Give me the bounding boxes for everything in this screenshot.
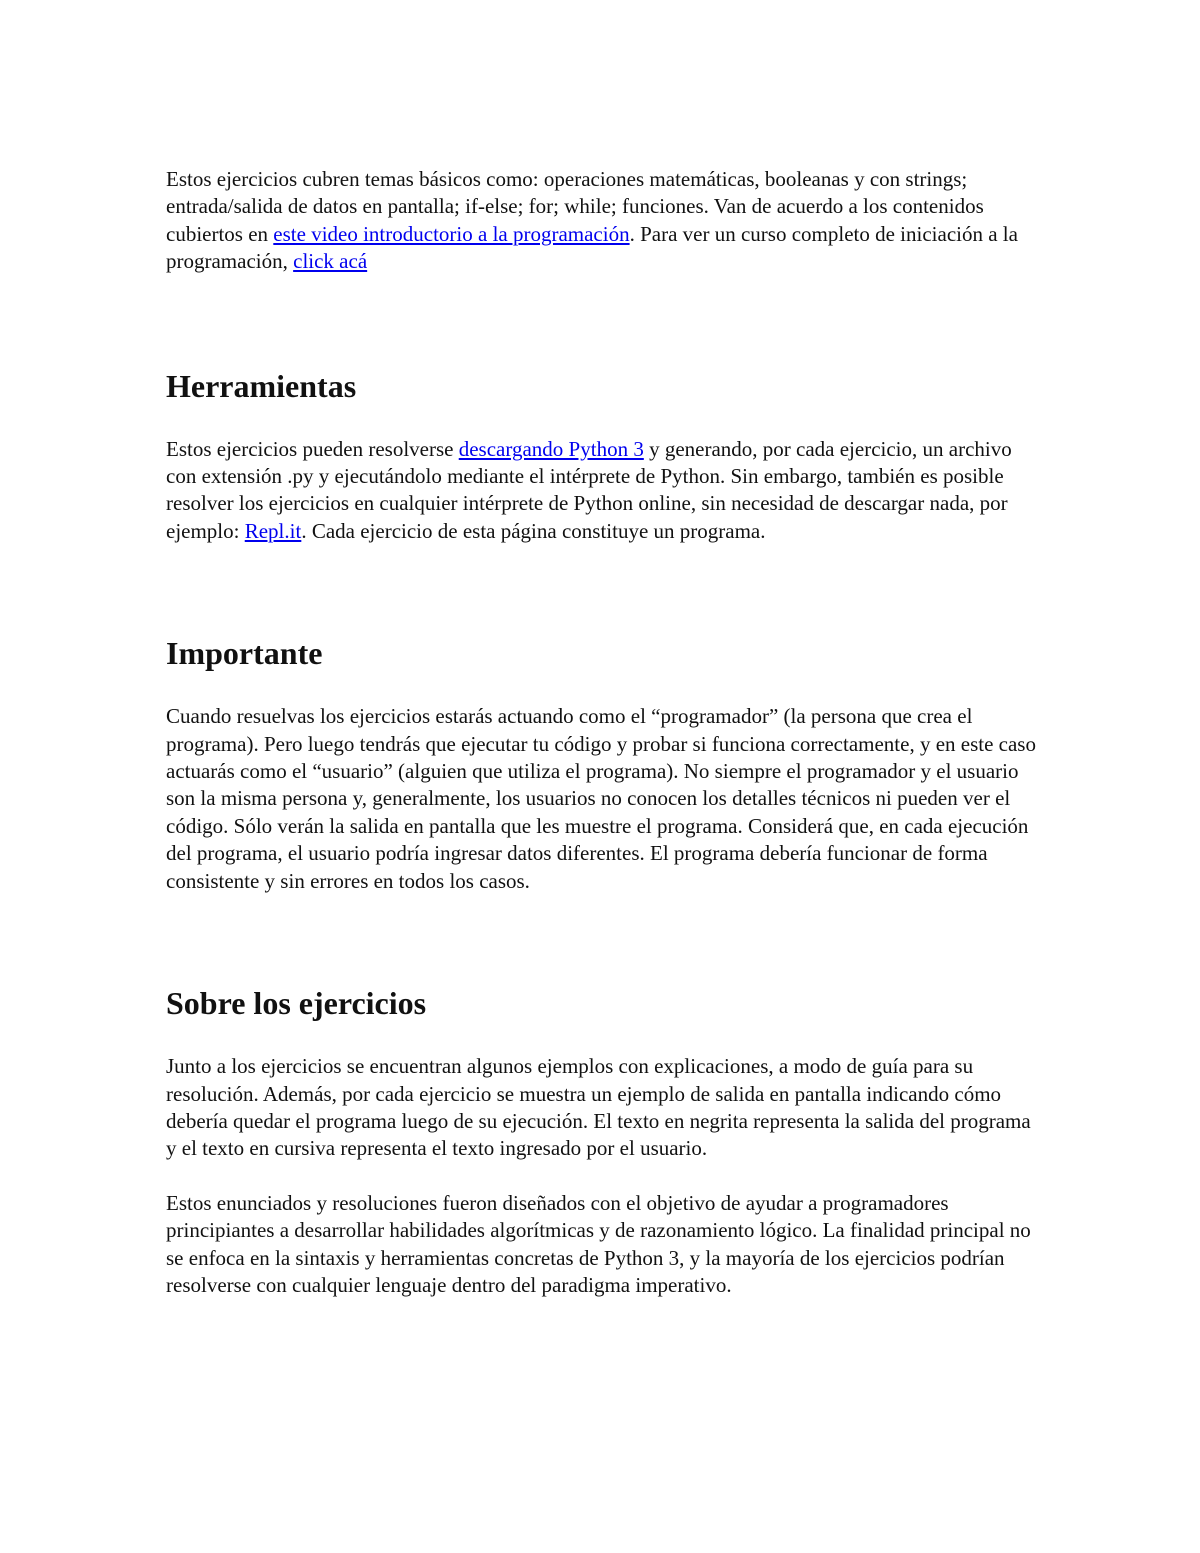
herramientas-text-1: Estos ejercicios pueden resolverse [166, 436, 459, 461]
herramientas-paragraph [166, 436, 1046, 546]
intro-text-1: Estos ejercicios cubren temas básicos como: operaciones matemáticas, booleanas y con strings; entrada/salida de datos en pantalla; if-else; for; while; funciones. Van de acuerdo a los contenidos cubiertos en [166, 167, 984, 246]
replit-link[interactable]: Repl.it [244, 518, 302, 543]
sobre-paragraph-2: Estos enunciados y resoluciones fueron diseñados con el objetivo de ayudar a programadores principiantes a desarrollar habilidades algorítmicas y de razonamiento lógico. La finalidad principal no se enfoca en la sintaxis y herramientas concretas de Python 3, y la mayoría de los ejercicios podrían resolverse con cualquier lenguaje dentro del paradigma imperativo. [166, 1190, 1031, 1297]
heading-sobre-los-ejercicios: Sobre los ejercicios [166, 985, 427, 1022]
intro-video-link[interactable]: este video introductorio a la programación [273, 221, 630, 246]
herramientas-text-2: y generando, por cada ejercicio, un archivo con extensión .py y ejecutándolo mediante el intérprete de Python. Sin embargo, también es posible resolver los ejercicios en cualquier intérprete de Python online, sin necesidad de descargar nada, por ejemplo: [166, 436, 1012, 543]
document-page [166, 166, 1046, 1299]
intro-course-link[interactable]: click acá [293, 249, 368, 274]
importante-paragraph: Cuando resuelvas los ejercicios estarás actuando como el “programador” (la persona que crea el programa). Pero luego tendrás que ejecutar tu código y probar si funciona correctamente, y en este caso actuarás como el “usuario” (alguien que utiliza el programa). No siempre el programador y el usuario son la misma persona y, generalmente, los usuarios no conocen los detalles técnicos ni pueden ver el código. Sólo verán la salida en pantalla que les muestre el programa. Considerá que, en cada ejecución del programa, el usuario podría ingresar datos diferentes. El programa debería funcionar de forma consistente y sin errores en todos los casos. [166, 704, 1036, 893]
intro-text-2: . Para ver un curso completo de iniciación a la programación, [166, 221, 1018, 274]
sobre-paragraph-1: Junto a los ejercicios se encuentran algunos ejemplos con explicaciones, a modo de guía para su resolución. Además, por cada ejercicio se muestra un ejemplo de salida en pantalla indicando cómo debería quedar el programa luego de su ejecución. El texto en negrita representa la salida del programa y el texto en cursiva representa el texto ingresado por el usuario. [166, 1054, 1031, 1161]
download-python-link[interactable]: descargando Python 3 [458, 436, 644, 461]
intro-paragraph [166, 166, 1046, 276]
heading-importante: Importante [166, 635, 323, 672]
heading-herramientas: Herramientas [166, 367, 357, 404]
herramientas-text-3: . Cada ejercicio de esta página constituye un programa. [301, 518, 766, 543]
